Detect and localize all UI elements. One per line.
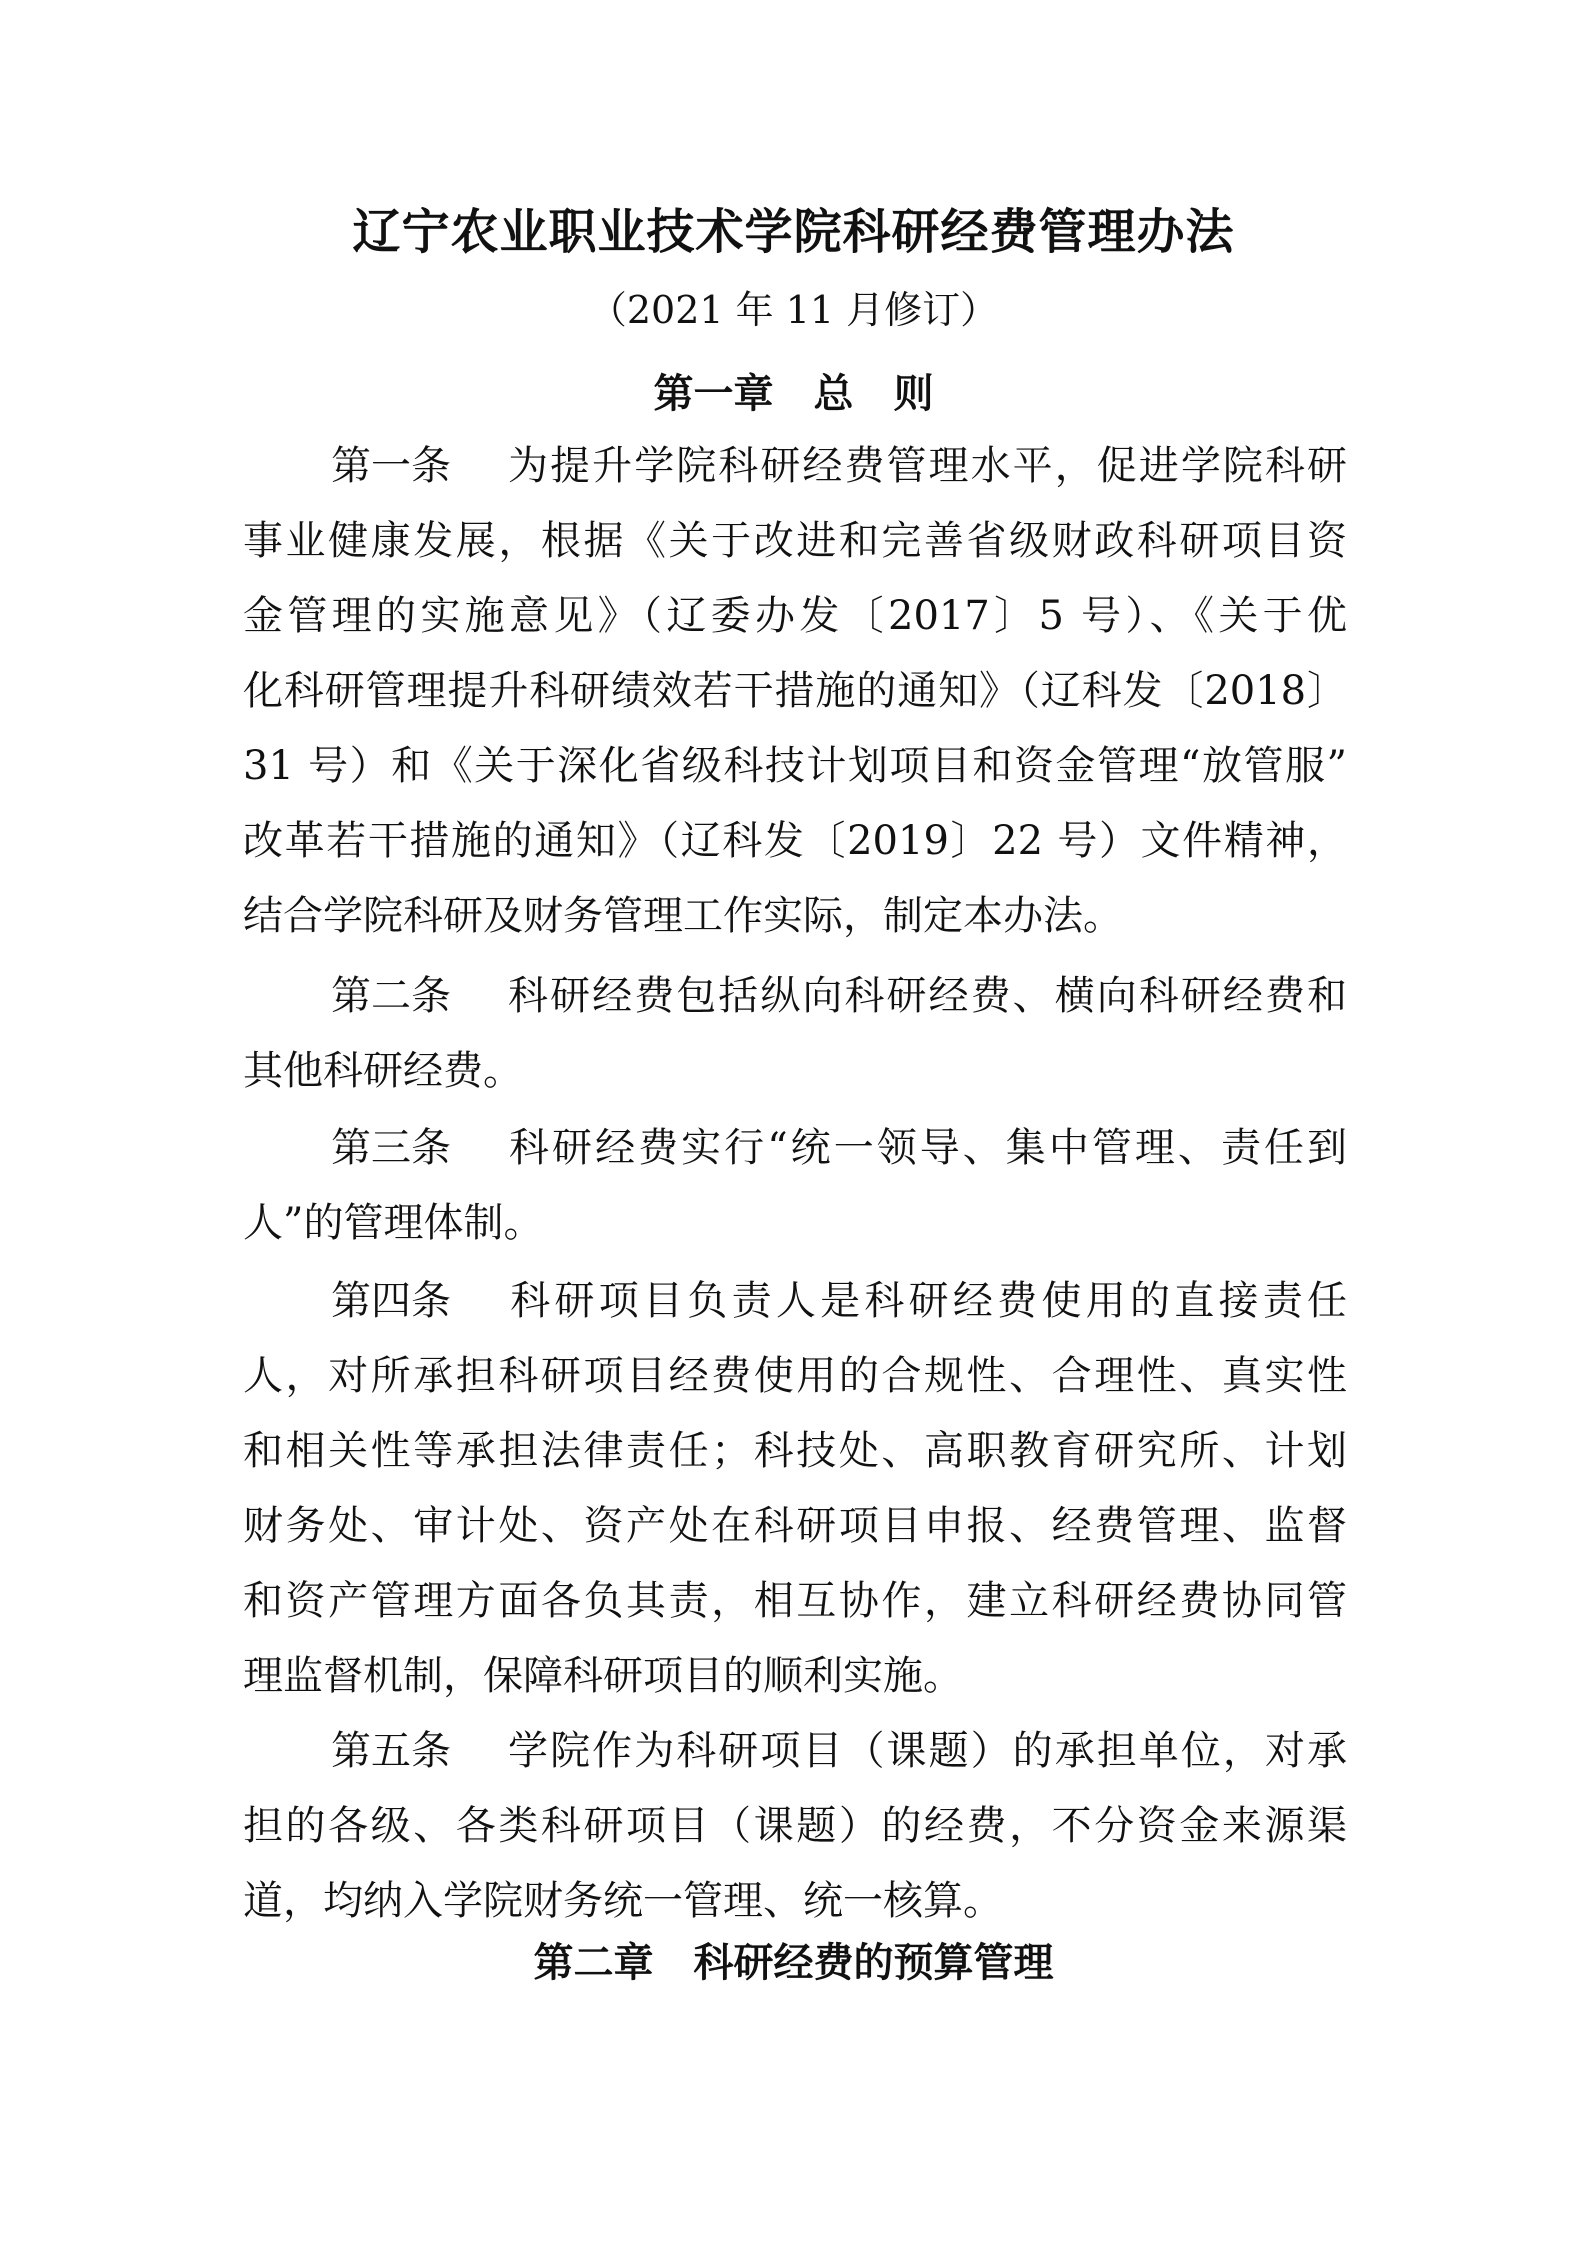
article-line: 人，对所承担科研项目经费使用的合规性、合理性、真实性 [243,1353,1347,1399]
article-line: 理监督机制，保障科研项目的顺利实施。 [243,1653,963,1699]
article-label: 第二条 [331,973,451,1019]
article-line: 第一条 为提升学院科研经费管理水平，促进学院科研 [331,438,1347,494]
article-line: 化科研管理提升科研绩效若干措施的通知》（辽科发〔2018〕 [243,668,1347,714]
article-line: 第五条 学院作为科研项目（课题）的承担单位，对承 [331,1723,1347,1779]
article-line: 和资产管理方面各负其责，相互协作，建立科研经费协同管 [243,1578,1347,1624]
chapter-label: 第一章 [653,370,774,417]
article-line: 第三条 科研经费实行“统一领导、集中管理、责任到 [331,1120,1347,1176]
article-label: 第一条 [331,443,451,489]
chapter-label: 第二章 [533,1939,654,1986]
article-label: 第五条 [331,1728,451,1774]
article-line: 人”的管理体制。 [243,1200,544,1246]
article-line: 事业健康发展，根据《关于改进和完善省级财政科研项目资 [243,518,1347,564]
document-title: 辽宁农业职业技术学院科研经费管理办法 [352,204,1235,260]
article-line: 道，均纳入学院财务统一管理、统一核算。 [243,1878,1003,1924]
article-line: 结合学院科研及财务管理工作实际，制定本办法。 [243,893,1123,939]
article-label: 第四条 [331,1278,451,1324]
article-line: 财务处、审计处、资产处在科研项目申报、经费管理、监督 [243,1503,1347,1549]
article-line: 第四条 科研项目负责人是科研经费使用的直接责任 [331,1273,1347,1329]
article-label: 第三条 [331,1125,451,1171]
article-line: 担的各级、各类科研项目（课题）的经费，不分资金来源渠 [243,1803,1347,1849]
article-line: 其他科研经费。 [243,1048,523,1094]
document-subtitle: （2021 年 11 月修订） [588,288,999,332]
article-line: 改革若干措施的通知》（辽科发〔2019〕22 号）文件精神， [243,818,1347,864]
article-line: 第二条 科研经费包括纵向科研经费、横向科研经费和 [331,968,1347,1024]
article-line: 金管理的实施意见》（辽委办发〔2017〕5 号）、《关于优 [243,593,1347,639]
chapter-heading-2 [0,1935,1587,1991]
chapter-name: 科研经费的预算管理 [693,1939,1054,1986]
chapter-name: 总 则 [813,370,934,417]
chapter-heading-1 [0,366,1587,422]
article-line: 和相关性等承担法律责任；科技处、高职教育研究所、计划 [243,1428,1347,1474]
article-line: 31 号）和《关于深化省级科技计划项目和资金管理“放管服” [243,743,1347,789]
